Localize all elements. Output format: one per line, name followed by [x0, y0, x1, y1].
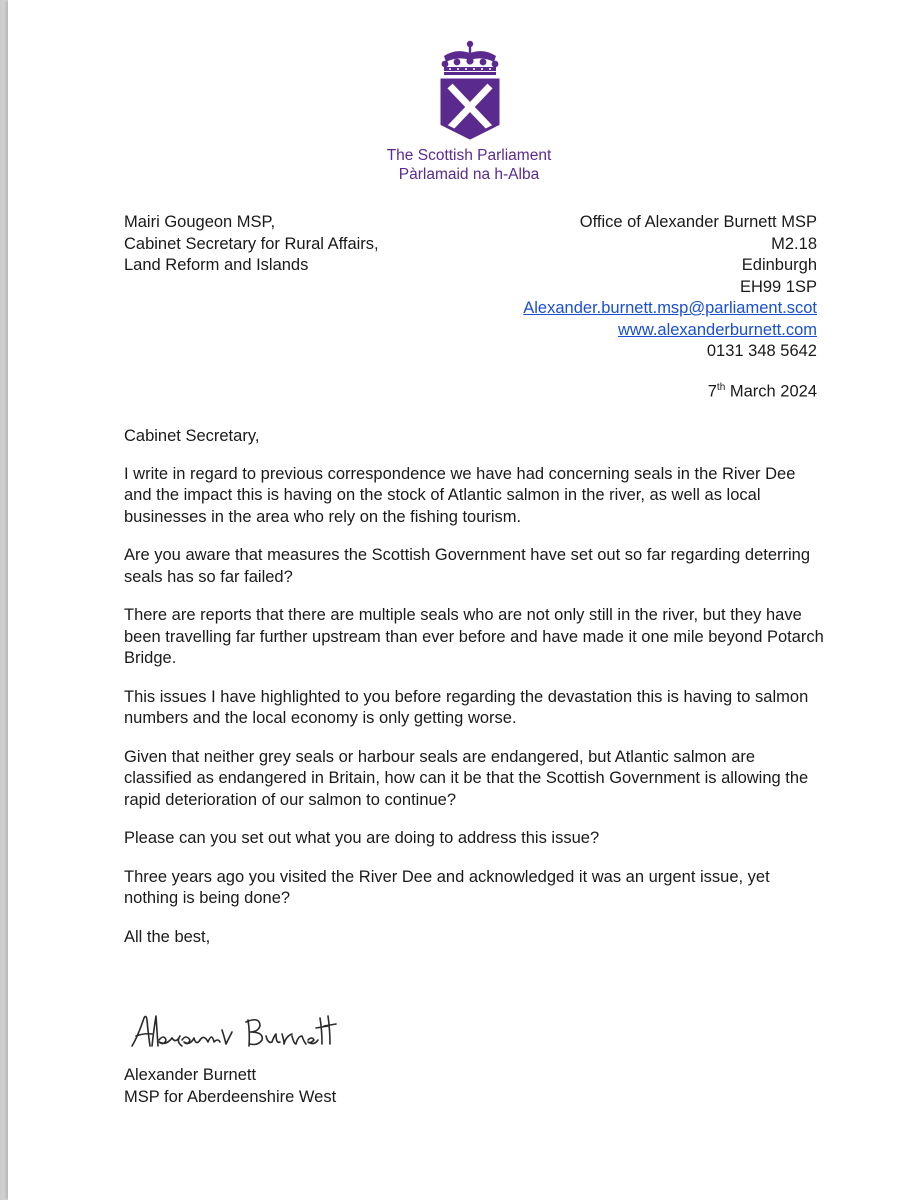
recipient-line: Land Reform and Islands: [124, 256, 309, 274]
sender-office: Office of Alexander Burnett MSP: [579, 213, 817, 231]
letter-page: [8, 0, 921, 1200]
sender-city: Edinburgh: [741, 256, 817, 274]
parliament-name: [364, 146, 574, 184]
body-paragraph: Please can you set out what you are doing to address this issue?: [124, 829, 600, 847]
signatory: [124, 1064, 336, 1108]
recipient-line: Cabinet Secretary for Rural Affairs,: [124, 234, 379, 253]
closing: All the best,: [124, 927, 211, 946]
body-paragraph: I write in regard to previous correspondence we have had concerning seals in the River Dee and the impact this is having on the stock of Atlantic salmon in the river, as well as local businesses in the area who rely on the fishing tourism.: [124, 464, 796, 526]
recipient-address: [124, 212, 379, 277]
letter-body: [124, 426, 824, 948]
date-month-year: March 2024: [729, 382, 817, 401]
crown-saltire-crest-icon: [438, 40, 502, 140]
signatory-name: Alexander Burnett: [124, 1066, 257, 1084]
parliament-name-english: The Scottish Parliament: [386, 147, 552, 164]
handwritten-signature: [128, 1006, 338, 1058]
signatory-title: MSP for Aberdeenshire West: [124, 1088, 337, 1106]
body-paragraph: Three years ago you visited the River Dee and acknowledged it was an urgent issue, yet nothing is being done?: [124, 867, 770, 907]
letter-date: [708, 382, 817, 402]
sender-room: M2.18: [771, 234, 817, 253]
sender-phone: 0131 348 5642: [706, 342, 817, 360]
body-paragraph: Given that neither grey seals or harbour seals are endangered, but Atlantic salmon are classified as endangered in Britain, how can it be that the Scottish Government is allowing the rapid deterioration of our salmon to continue?: [124, 747, 809, 809]
date-suffix: th: [716, 382, 726, 393]
sender-email-link[interactable]: Alexander.burnett.msp@parliament.scot: [523, 299, 817, 317]
date-day: 7: [707, 382, 717, 401]
sender-postcode: EH99 1SP: [739, 277, 817, 296]
parliament-name-gaelic: Pàrlamaid na h-Alba: [398, 166, 540, 183]
salutation: Cabinet Secretary,: [124, 427, 260, 445]
body-paragraph: There are reports that there are multiple seals who are not only still in the river, but they have been travelling far further upstream than ever before and have made it one mile beyond Potarch Bridge.: [124, 606, 824, 667]
sender-address: [523, 212, 817, 363]
body-paragraph: Are you aware that measures the Scottish Government have set out so far regarding deterring seals has so far failed?: [124, 546, 811, 586]
body-paragraph: This issues I have highlighted to you before regarding the devastation this is having to salmon numbers and the local economy is only getting worse.: [124, 687, 809, 727]
recipient-line: Mairi Gougeon MSP,: [124, 213, 276, 231]
sender-website-link[interactable]: www.alexanderburnett.com: [617, 320, 817, 339]
